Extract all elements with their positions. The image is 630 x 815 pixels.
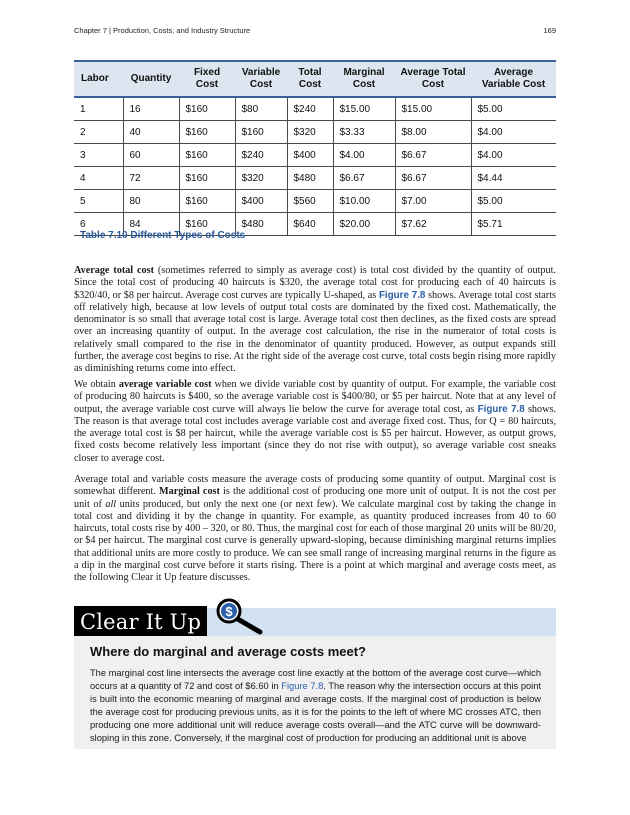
table-cell: $160 — [179, 190, 235, 213]
col-header-fixed-cost: Fixed Cost — [179, 61, 235, 97]
paragraph-text: . The reason why the intersection occurs at this point is built into the economic meaning of marginal and average costs. If the marginal cost of production is below the average cost for producing previous units, as it is for the points to the left of where MC crosses ATC, then producing one more additional unit will reduce average costs overall—and the ATC curve will be downward-sloping in this zone. Conversely, if the marginal cost of production for producing an additional unit is above — [90, 680, 542, 743]
col-header-marginal-cost: Marginal Cost — [333, 61, 395, 97]
table-cell: $10.00 — [333, 190, 395, 213]
col-header-total-cost: Total Cost — [287, 61, 333, 97]
table-caption: Table 7.10 Different Types of Costs — [80, 230, 246, 241]
table-cell: $240 — [287, 97, 333, 121]
paragraph-text: We obtain — [74, 379, 119, 390]
paragraph-average-total-cost — [74, 265, 556, 375]
table-cell: 3 — [74, 144, 123, 167]
table-cell: $480 — [235, 213, 287, 236]
paragraph-text: Average total and variable costs measure the average costs of producing some quantity of output. Marginal cost is somewhat different. — [74, 474, 556, 498]
dollar-symbol: $ — [225, 604, 233, 619]
table-row — [74, 167, 556, 190]
paragraph-text: when we divide variable cost by quantity of output. For example, the variable cost of producing 80 haircuts is $400, so the average variable cost is $400/80, or $5 per haircut. Note that at any level of output, the average variable cost curve will always lie below the curve for average total cost, as — [74, 379, 556, 415]
table-cell: $160 — [179, 144, 235, 167]
emphasis-all: all — [105, 498, 117, 510]
paragraph-text: shows. The reason is that average total cost includes average variable cost and average fixed cost. Thus, for Q = 80 haircuts, the average total cost is $8 per haircut, while the average variable cost is $5 per haircut. However, as output grows, fixed costs become relatively less important (since they do not rise with output), so average variable cost sneaks closer to average cost. — [74, 403, 556, 464]
col-header-average-variable-cost: Average Variable Cost — [471, 61, 556, 97]
table-cell: $4.00 — [333, 144, 395, 167]
table-cell: $4.44 — [471, 167, 556, 190]
table-cell: $5.00 — [471, 190, 556, 213]
table-cell: 40 — [123, 121, 179, 144]
table-cell: $80 — [235, 97, 287, 121]
paragraph-average-variable-cost — [74, 379, 556, 465]
table-cell: $320 — [235, 167, 287, 190]
figure-link[interactable]: Figure 7.8 — [477, 403, 525, 415]
table-cell: $4.00 — [471, 121, 556, 144]
paragraph-text: shows. Average total cost starts off relatively high, because at low levels of output total costs are dominated by the fixed cost. Mathematically, the denominator is so small that average total cost is large. Average total cost then declines, as the fixed costs are spread over an increasing quantity of output. In the average cost calculation, the rise in the numerator of total costs is relatively small compared to the rise in the denominator of quantity produced. However, as output expands still further, the average cost begins to rise. At the right side of the average cost curve, total costs begin rising more rapidly as diminishing returns come into effect. — [74, 289, 556, 374]
table-cell: $160 — [179, 121, 235, 144]
col-header-quantity: Quantity — [123, 61, 179, 97]
table-cell: 5 — [74, 190, 123, 213]
paragraph-text: units produced, but only the next one (or next few). We calculate marginal cost by taking the change in total cost and dividing it by the change in quantity. For example, as quantity produced increases from 40 to 60 haircuts, total costs rise by 400 – 320, or 80. Thus, the marginal cost for each of those marginal 20 units will be 80/20, or $4 per haircut. The marginal cost curve is generally upward-sloping, because diminishing marginal returns implies that additional units are more costly to produce. We can see small range of increasing marginal returns in the figure as a dip in the marginal cost curve before it starts rising. There is a point at which marginal and average costs meet, as the following Clear it Up feature discusses. — [74, 498, 556, 583]
table-cell: $6.67 — [333, 167, 395, 190]
page-number: 169 — [543, 26, 556, 35]
col-header-labor: Labor — [74, 61, 123, 97]
table-cell: $160 — [235, 121, 287, 144]
table-row — [74, 144, 556, 167]
clear-it-up-text — [90, 667, 541, 744]
table-cell: $6.67 — [395, 144, 471, 167]
table-cell: $160 — [179, 213, 235, 236]
table-cell: 80 — [123, 190, 179, 213]
table-cell: $480 — [287, 167, 333, 190]
table-cell: $7.00 — [395, 190, 471, 213]
table-cell: $240 — [235, 144, 287, 167]
table-cell: 72 — [123, 167, 179, 190]
col-header-average-total-cost: Average Total Cost — [395, 61, 471, 97]
table-cell: 1 — [74, 97, 123, 121]
table-cell: $160 — [179, 167, 235, 190]
table-row — [74, 97, 556, 121]
page-header — [74, 26, 556, 38]
cost-table — [74, 60, 556, 236]
table-cell: $560 — [287, 190, 333, 213]
table-cell: $640 — [287, 213, 333, 236]
table-cell: 2 — [74, 121, 123, 144]
magnifier-dollar-icon — [210, 598, 266, 636]
table-cell: $5.00 — [471, 97, 556, 121]
table-row — [74, 190, 556, 213]
paragraph-marginal-cost — [74, 474, 556, 584]
table-cell: $400 — [287, 144, 333, 167]
table-cell: $5.71 — [471, 213, 556, 236]
table-cell: $7.62 — [395, 213, 471, 236]
table-cell: 6 — [74, 213, 123, 236]
table-cell: $400 — [235, 190, 287, 213]
table-cell: $4.00 — [471, 144, 556, 167]
table-cell: 16 — [123, 97, 179, 121]
table-cell: 84 — [123, 213, 179, 236]
col-header-variable-cost: Variable Cost — [235, 61, 287, 97]
table-cell: $8.00 — [395, 121, 471, 144]
term-average-variable-cost: average variable cost — [118, 379, 212, 390]
figure-link[interactable]: Figure 7.8 — [378, 289, 426, 301]
clear-it-up-title: Clear It Up — [74, 606, 207, 638]
paragraph-text: is the additional cost of producing one more unit of output. It is not the cost per unit of — [74, 486, 556, 510]
table-cell: $160 — [179, 97, 235, 121]
table-header-row — [74, 61, 556, 97]
term-marginal-cost: Marginal cost — [159, 486, 220, 498]
table-cell: 60 — [123, 144, 179, 167]
table-row — [74, 121, 556, 144]
paragraph-text: The marginal cost line intersects the average cost line exactly at the bottom of the average cost curve—which occurs at a quantity of 72 and cost of $6.60 in — [90, 668, 541, 691]
chapter-title: Chapter 7 | Production, Costs, and Industry Structure — [74, 26, 251, 35]
table-cell: 4 — [74, 167, 123, 190]
table-cell: $6.67 — [395, 167, 471, 190]
table-cell: $15.00 — [395, 97, 471, 121]
table-cell: $320 — [287, 121, 333, 144]
table-cell: $20.00 — [333, 213, 395, 236]
figure-link[interactable]: Figure 7.8 — [281, 680, 324, 691]
paragraph-text: (sometimes referred to simply as average cost) is total cost divided by the quantity of output. Since the total cost of producing 40 haircuts is $320, the average total cost for producing each of 40 haircuts is $320/40, or $8 per haircut. Average cost curves are typically U-shaped, as — [74, 265, 556, 301]
clear-it-up-question: Where do marginal and average costs meet? — [90, 644, 366, 659]
table-cell: $15.00 — [333, 97, 395, 121]
table-cell: $3.33 — [333, 121, 395, 144]
term-average-total-cost: Average total cost — [74, 265, 154, 276]
